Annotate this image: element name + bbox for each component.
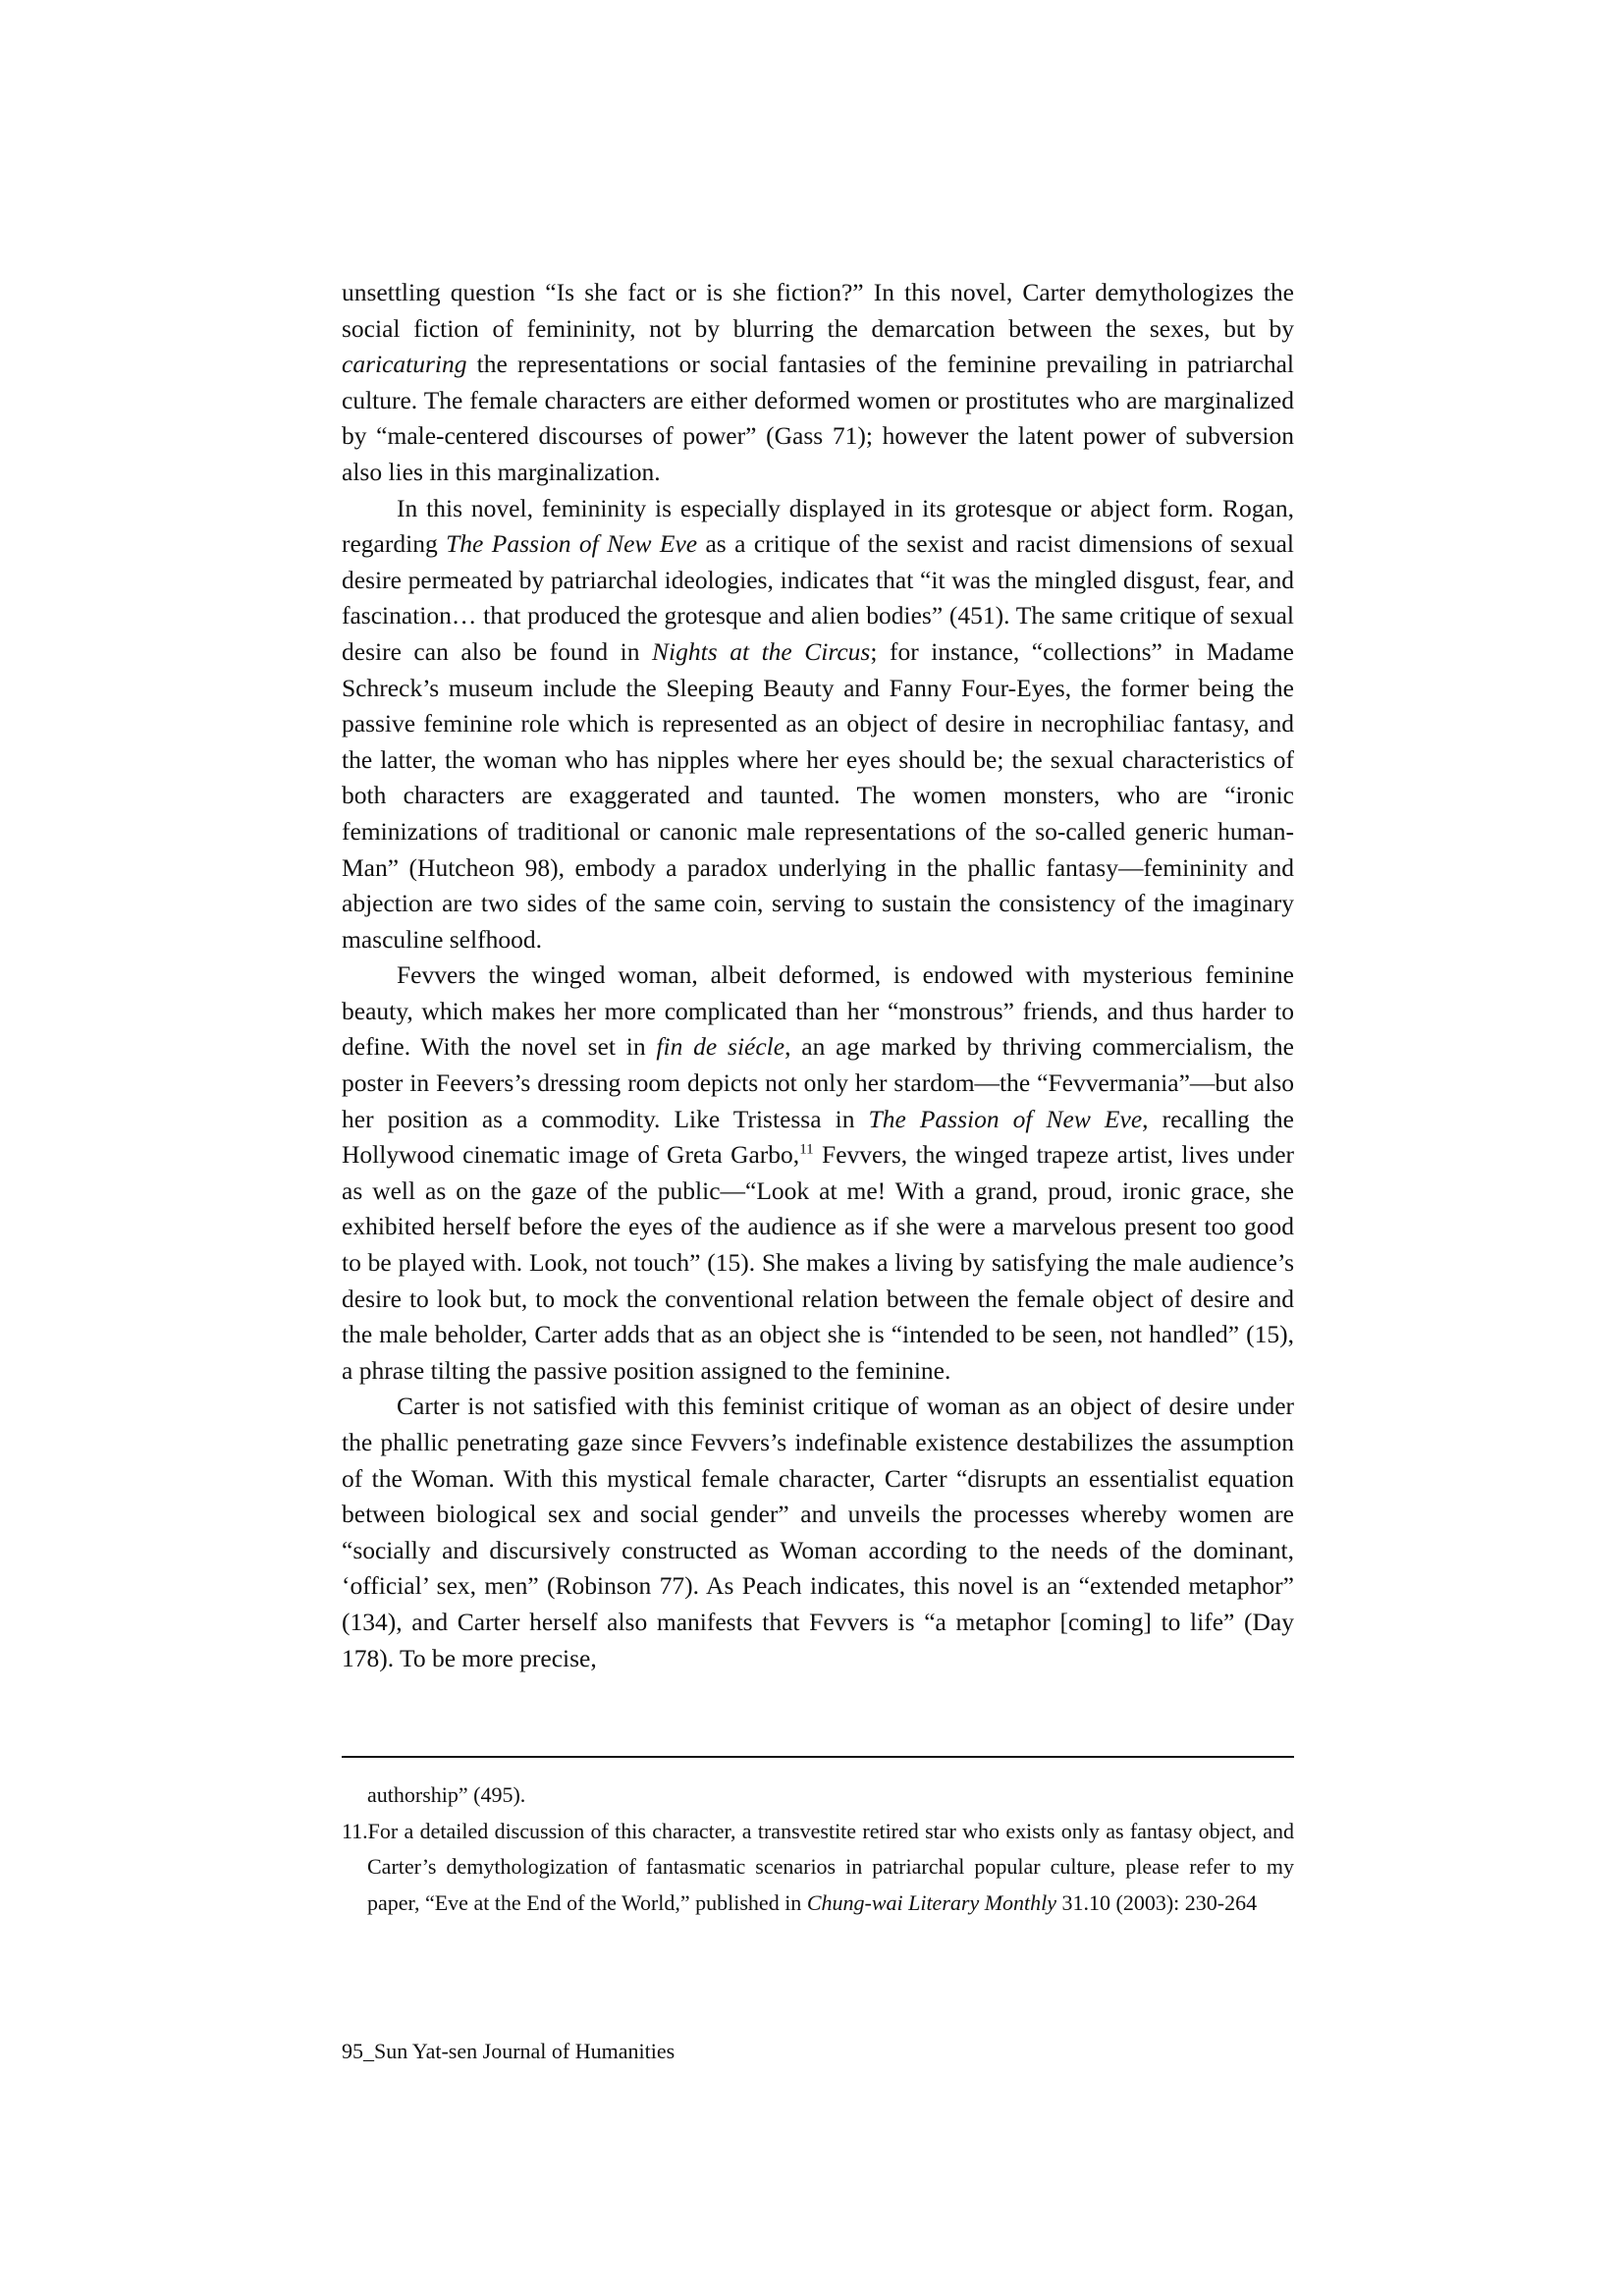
text-run: Carter is not satisfied with this feminist critique of woman as an object of desire under the phallic penetrating gaze since Fevvers’s indefinable existence destabilizes the assumption of the Woman. With this mystical female character, Carter “disrupts an essentialist equation between biological sex and social gender” and unveils the processes whereby women are “socially and discursively constructed as Woman according to the needs of the dominant, ‘official’ sex, men” (Robinson 77). As Peach indicates, this novel is an “extended metaphor” (134), and Carter herself also manifests that Fevvers is “a metaphor [coming] to life” (Day 178). To be more precise,: [342, 1392, 1294, 1672]
italic-text: Chung-wai Literary Monthly: [806, 1889, 1057, 1915]
footnote-marker: 11: [799, 1141, 814, 1158]
text-run: as a critique of the sexist and racist dimensions of sexual desire permeated by patriarchal ideologies, indicates that “it was the mingled disgust, fear, and fascination… that produced the grotesque and alien bodies” (451). The same critique of sexual desire can also be found in: [342, 529, 1294, 666]
text-run: unsettling question “Is she fact or is she fiction?” In this novel, Carter demythologizes the social fiction of femininity, not by blurring the demarcation between the sexes, but by: [342, 278, 1294, 343]
footnote-separator: [342, 1756, 1294, 1758]
footnote-continuation: [342, 1777, 1294, 1814]
paragraph: [342, 491, 1294, 958]
paragraph: [342, 275, 1294, 491]
text-run: , an age marked by thriving commercialism, the poster in Feevers’s dressing room depicts not only her stardom—the “Fevvermania”—but also her position as a commodity. Like Tristessa in: [342, 1032, 1294, 1133]
italic-text: fin de siécle: [656, 1032, 785, 1062]
text-run: ; for instance, “collections” in Madame Schreck’s museum include the Sleeping Beauty and Fanny Four-Eyes, the former being the passive feminine role which is represented as an object of desire in necrophiliac fantasy, and the latter, the woman who has nipples where her eyes should be; the sexual characteristics of both characters are exaggerated and taunted. The women monsters, who are “ironic feminizations of traditional or canonic male representations of the so-called generic human-Man” (Hutcheon 98), embody a paradox underlying in the phallic fantasy—femininity and abjection are two sides of the same coin, serving to sustain the consistency of the imaginary masculine selfhood.: [342, 636, 1294, 954]
text-run: 11.For a detailed discussion of this character, a transvestite retired star who exists only as fantasy object, and Carter’s demythologization of fantasmatic scenarios in patriarchal popular culture, please refer to my paper, “Eve at the End of the World,” published in: [342, 1818, 1294, 1915]
italic-text: caricaturing: [342, 350, 467, 379]
text-run: In this novel, femininity is especially displayed in its grotesque or abject form. Rogan, regarding: [342, 493, 1294, 559]
text-run: Fevvers, the winged trapeze artist, lives under as well as on the gaze of the public—“Look at me! With a grand, proud, ironic grace, she exhibited herself before the eyes of the audience as if she were a marvelous present too good to be played with. Look, not touch” (15). She makes a living by satisfying the male audience’s desire to look but, to mock the conventional relation between the female object of desire and the male beholder, Carter adds that as an object she is “intended to be seen, not handled” (15), a phrase tilting the passive position assigned to the feminine.: [342, 1140, 1295, 1385]
text-run: authorship” (495).: [367, 1782, 526, 1807]
text-run: the representations or social fantasies of the feminine prevailing in patriarchal culture. The female characters are either deformed women or prostitutes who are marginalized by “male-centered discourses of power” (Gass 71); however the latent power of subversion also lies in this marginalization.: [342, 350, 1294, 486]
footnotes: [342, 1777, 1294, 1921]
page-footer: 95_Sun Yat-sen Journal of Humanities: [342, 2039, 676, 2063]
italic-text: The Passion of New Eve: [868, 1104, 1143, 1133]
body-text: [342, 275, 1294, 1676]
paragraph: [342, 1389, 1294, 1676]
italic-text: Nights at the Circus: [652, 636, 871, 666]
text-run: , recalling the Hollywood cinematic image of Greta Garbo,: [342, 1104, 1295, 1170]
text-run: 31.10 (2003): 230-264: [1056, 1889, 1258, 1915]
paragraph: [342, 957, 1294, 1389]
footnote: [342, 1814, 1294, 1922]
text-run: Fevvers the winged woman, albeit deformed, is endowed with mysterious feminine beauty, which makes her more complicated than her “monstrous” friends, and thus harder to define. With the novel set in: [342, 960, 1294, 1062]
italic-text: The Passion of New Eve: [446, 529, 698, 559]
